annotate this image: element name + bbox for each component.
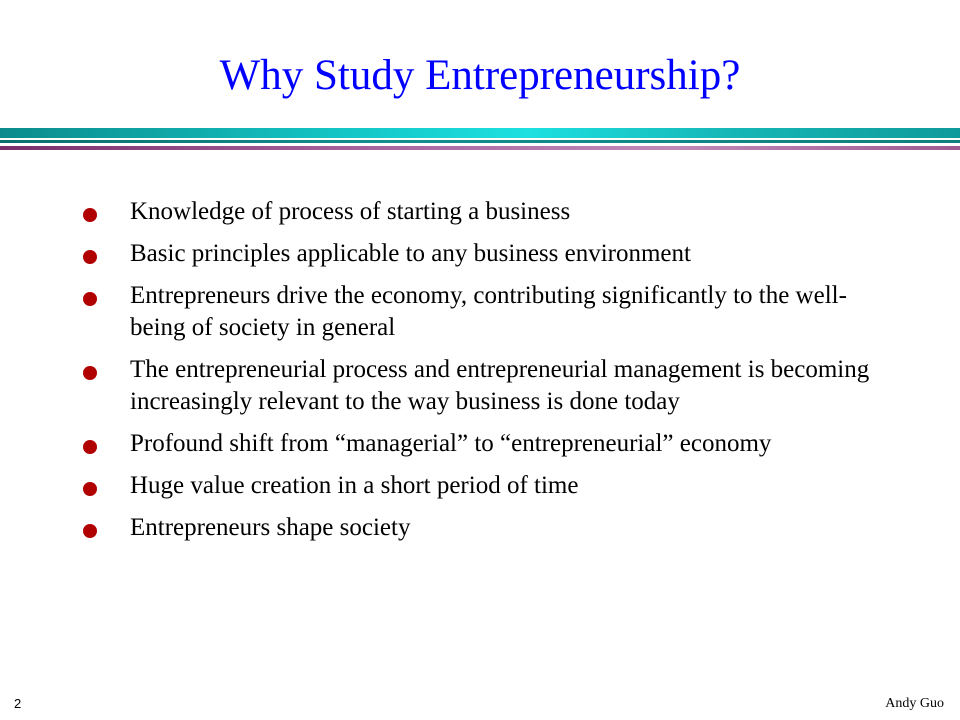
slide-title: Why Study Entrepreneurship? — [219, 52, 741, 99]
bullet-item — [80, 512, 880, 544]
bullet-marker-icon — [83, 366, 97, 380]
title-divider — [0, 128, 960, 154]
bullet-item — [80, 428, 880, 460]
bullet-text: Knowledge of process of starting a business — [130, 198, 571, 225]
bullet-item — [80, 196, 880, 228]
bullet-marker-icon — [83, 292, 97, 306]
divider-teal-bar — [0, 128, 960, 138]
bullet-marker-icon — [83, 524, 97, 538]
bullet-marker-icon — [83, 250, 97, 264]
bullet-text: The entrepreneurial process and entrepreneurial management is becoming increasingly relevant to the way business is done today — [130, 356, 870, 415]
bullet-text: Profound shift from “managerial” to “entrepreneurial” economy — [130, 430, 772, 457]
bullet-item — [80, 280, 880, 344]
bullet-list — [80, 196, 880, 554]
bullet-marker-icon — [83, 440, 97, 454]
bullet-text: Basic principles applicable to any business environment — [130, 240, 691, 267]
bullet-text: Huge value creation in a short period of time — [130, 472, 579, 499]
divider-purple-line — [0, 146, 960, 150]
bullet-item — [80, 354, 880, 418]
bullet-item — [80, 470, 880, 502]
bullet-item — [80, 238, 880, 270]
bullet-text: Entrepreneurs drive the economy, contributing significantly to the well-being of society in general — [130, 282, 847, 341]
author-name: Andy Guo — [885, 696, 944, 711]
bullet-marker-icon — [83, 482, 97, 496]
divider-dark-teal-line — [0, 140, 960, 143]
bullet-marker-icon — [83, 208, 97, 222]
bullet-text: Entrepreneurs shape society — [130, 514, 411, 541]
page-number: 2 — [14, 696, 22, 711]
